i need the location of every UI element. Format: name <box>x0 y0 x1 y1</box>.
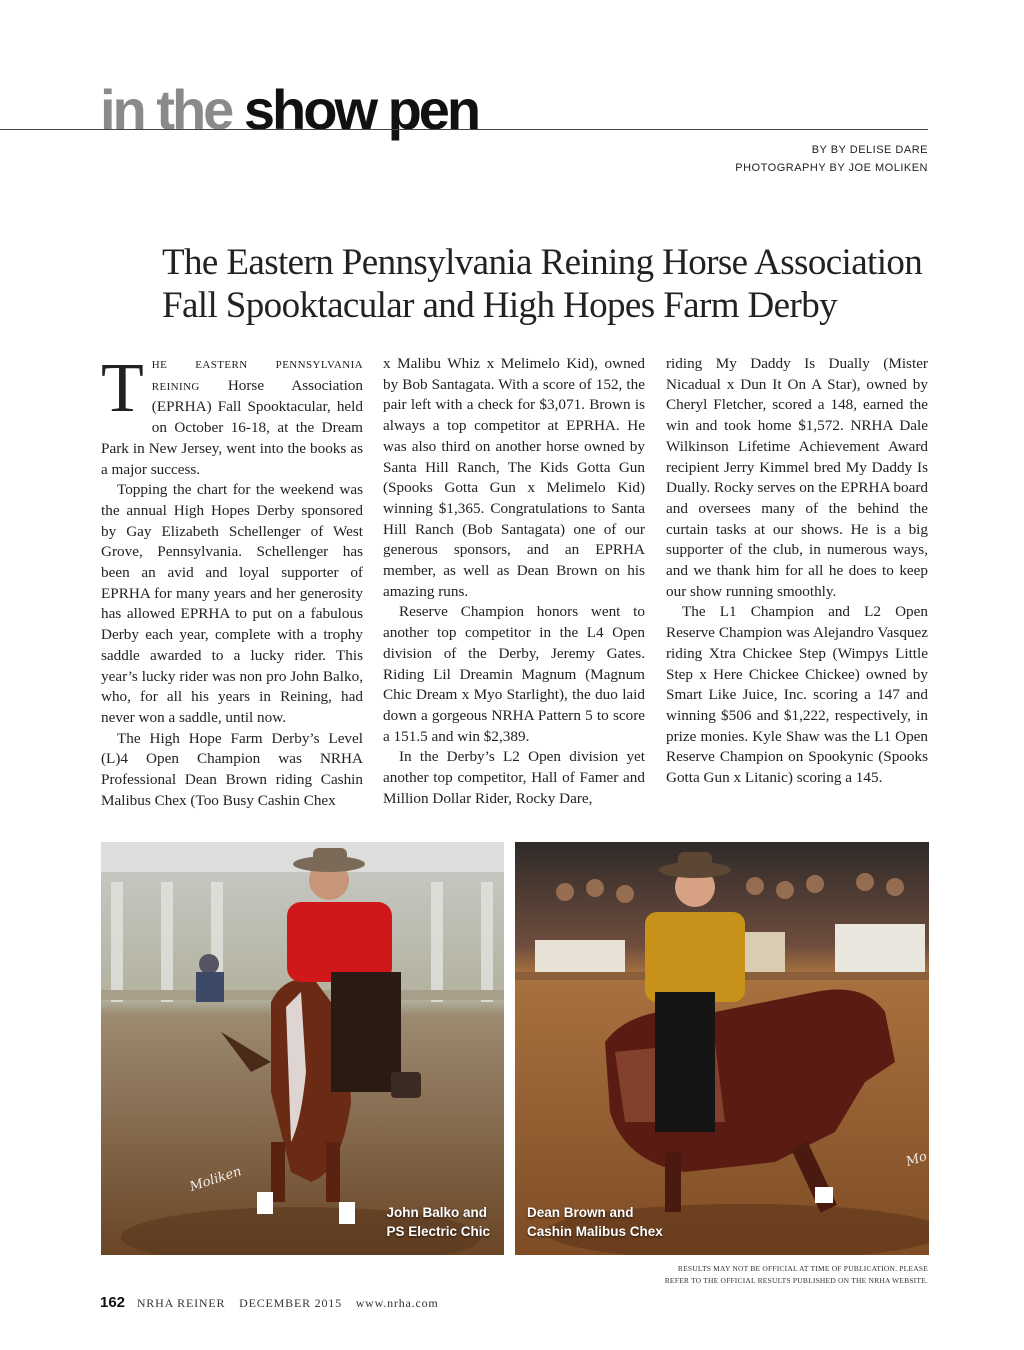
page-number: 162 <box>100 1294 126 1311</box>
article-column-1 <box>101 350 363 811</box>
caption-line: John Balko and <box>386 1205 487 1220</box>
photo-illustration <box>515 842 929 1255</box>
photo-dean-brown <box>515 842 929 1255</box>
section-title <box>100 80 478 140</box>
article-paragraph: x Malibu Whiz x Melimelo Kid), owned by Bob Santagata. With a score of 152, the pair left with a check for $3,071. Brown is always a top competitor at EPRHA. He was also third on another horse owned by Santa Hill Ranch, The Kids Gotta Gun (Spooks Gotta Gun x Melimelo Kid) winning $1,365. Congratulations to Santa Hill Ranch (Bob Santagata) one of our generous sponsors, and an EPRHA member, as well as Dean Brown on his amazing runs. <box>383 355 645 600</box>
article-column-3 <box>666 354 928 789</box>
magazine-name: NRHA REINER <box>136 1296 226 1310</box>
article-paragraph <box>101 350 363 480</box>
results-disclaimer <box>665 1263 928 1287</box>
photo-caption <box>386 1203 490 1241</box>
photo-caption <box>527 1203 663 1241</box>
article-paragraph: Reserve Champion honors went to another top competitor in the L4 Open division of the Derby, Jeremy Gates. Riding Lil Dreamin Magnum (Magnum Chic Dream x Myo Starlight), the duo laid down a gorgeous NRHA Pattern 5 to score a 151.5 and win $2,389. <box>383 603 645 745</box>
disclaimer-line: REFER TO THE OFFICIAL RESULTS PUBLISHED ON THE NRHA WEBSITE. <box>664 1276 928 1285</box>
disclaimer-line: RESULTS MAY NOT BE OFFICIAL AT TIME OF PUBLICATION. PLEASE <box>677 1264 928 1273</box>
paragraph-text: Horse Association (EPRHA) Fall Spooktacular, held on October 16-18, at the Dream Park in New Jersey, went into the books as a major success. <box>101 376 363 478</box>
drop-cap: T <box>101 350 144 427</box>
article-headline: The Eastern Pennsylvania Reining Horse Association Fall Spooktacular and High Hopes Farm Derby <box>162 242 923 326</box>
issue-date: DECEMBER 2015 <box>239 1296 342 1310</box>
photo-illustration <box>101 842 504 1255</box>
photographer-signature: Mo <box>904 1149 929 1170</box>
byline: BY BY DELISE DARE <box>811 144 928 156</box>
credits <box>735 141 928 177</box>
article-paragraph: In the Derby’s L2 Open division yet another top competitor, Hall of Famer and Million Dollar Rider, Rocky Dare, <box>383 748 645 807</box>
article-paragraph: The L1 Champion and L2 Open Reserve Champion was Alejandro Vasquez riding Xtra Chickee Step (Wimpys Little Step x Here Chickee Chickee) owned by Smart Like Juice, Inc. scoring a 147 and winning $506 and $1,222, respectively, in prize monies. Kyle Shaw was the L1 Open Reserve Champion on Spookynic (Spooks Gotta Gun x Litanic) scoring a 145. <box>666 603 928 787</box>
section-title-light: in the <box>100 78 232 141</box>
article-paragraph: The High Hope Farm Derby’s Level (L)4 Open Champion was NRHA Professional Dean Brown riding Cashin Malibus Chex (Too Busy Cashin Chex <box>101 729 363 809</box>
caption-line: Cashin Malibus Chex <box>527 1224 663 1239</box>
caption-line: Dean Brown and <box>527 1205 634 1220</box>
article-paragraph: Topping the chart for the weekend was the annual High Hopes Derby sponsored by Gay Elizabeth Schellenger of West Grove, Pennsylvania. Schellenger has been an avid and loyal supporter of EPRHA for many years and her generosity has allowed EPRHA to put on a fabulous Derby each year, complete with a trophy saddle awarded to a lucky rider. This year’s lucky rider was non pro John Balko, who, for all his years in Reining, had never won a saddle, until now. <box>101 481 363 726</box>
website-link[interactable]: www.nrha.com <box>355 1296 439 1310</box>
photo-john-balko <box>101 842 504 1255</box>
caption-line: PS Electric Chic <box>386 1224 490 1239</box>
article-column-2 <box>383 354 645 809</box>
lead-small-caps: HE EASTERN PENNSYLVANIA REINING <box>151 359 363 393</box>
photographer-signature: Moliken <box>187 1164 244 1195</box>
header-rule <box>0 129 928 130</box>
article-paragraph: riding My Daddy Is Dually (Mister Nicadual x Dun It On A Star), owned by Cheryl Fletcher, scored a 148, earned the win and took home $1,572. NRHA Dale Wilkinson Lifetime Achievement Award recipient Jerry Kimmel bred My Daddy Is Dually. Rocky serves on the EPRHA board and oversees many of the behind the curtain tasks at our shows. He is a big supporter of the club, in numerous ways, and we thank him for all he does to keep our show running smoothly. <box>666 355 928 600</box>
photo-credit: PHOTOGRAPHY BY JOE MOLIKEN <box>735 162 928 174</box>
page-footer <box>100 1294 439 1311</box>
section-title-dark: show pen <box>243 78 479 141</box>
